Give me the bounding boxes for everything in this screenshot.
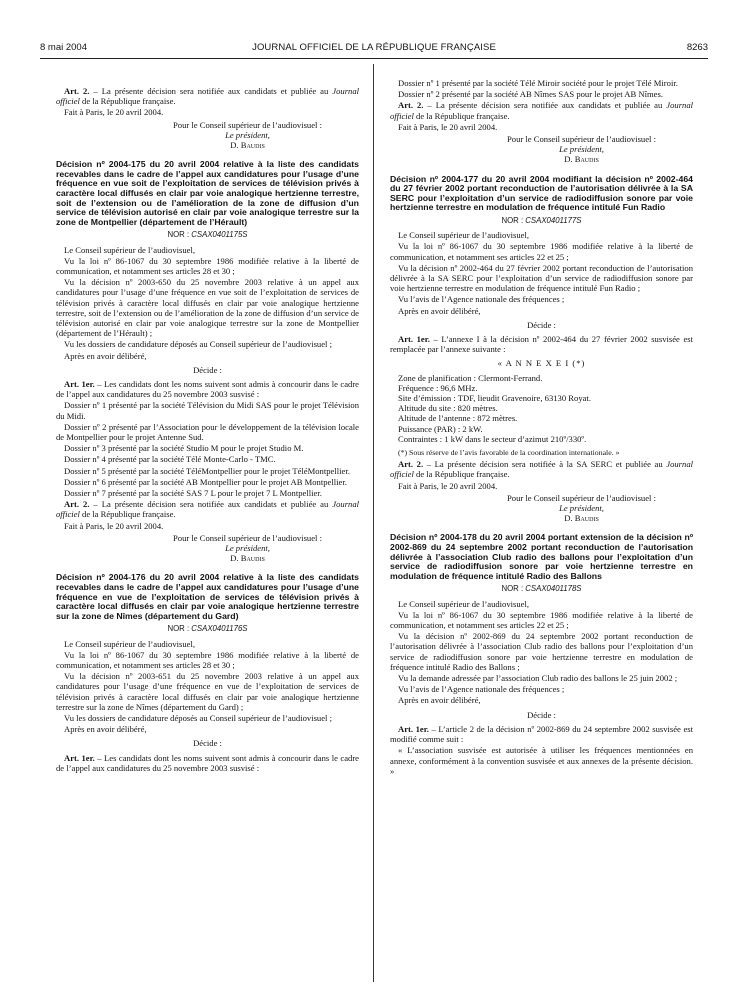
annexe-item: Puissance (PAR) : 2 kW. xyxy=(398,423,483,434)
dossier-item: Dossier nº 2 présenté par la société AB Nîmes SAS pour le projet AB Nîmes. xyxy=(398,89,663,100)
column-divider xyxy=(373,64,374,982)
decide-heading: Décide : xyxy=(193,364,222,375)
signature-president: Le président, xyxy=(225,543,270,554)
fait-line: Fait à Paris, le 20 avril 2004. xyxy=(398,480,498,491)
dossier-item: Dossier nº 3 présenté par la société Studio M pour le projet Studio M. xyxy=(64,443,304,454)
annexe-item: Zone de planification : Clermont-Ferrand. xyxy=(398,372,543,383)
annexe-item: Altitude de l’antenne : 872 mètres. xyxy=(398,413,518,424)
art1-paragraph: Art. 1er. – L’article 2 de la décision nº 2002-869 du 24 septembre 2002 susvisée est modifié comme suit : xyxy=(390,723,693,745)
vu-decision: Vu la décision nº 2003-651 du 25 novembre 2003 relative à un appel aux candidatures pour l’usage d’une fréquence en vue de l’exploitation de services de télévision privés à caractère local diffusés en clair par voie analogique hertzienne terrestre sur la zone de Nîmes (département du Gard) ; xyxy=(56,671,359,712)
annexe-note: (*) Sous réserve de l’avis favorable de la coordination internationale. » xyxy=(398,448,620,458)
signature-president: Le président, xyxy=(225,129,270,140)
annexe-item: Site d’émission : TDF, lieudit Gravenoire, 63130 Royat. xyxy=(398,393,591,404)
delibere-line: Après en avoir délibéré, xyxy=(64,724,147,735)
decision-178-title: Décision nº 2004-178 du 20 avril 2004 portant extension de la décision nº 2002-869 du 24 septembre 2002 portant reconduction de l’autorisation délivrée à l’association Club radio des ballons pour l’exploitation d’un service de radiodiffusion sonore par voie hertzienne terrestre en modulation de fréquence intitulé Radio des Ballons xyxy=(390,532,693,581)
dossier-item: Dossier nº 7 présenté par la société SAS 7 L pour le projet 7 L Montpellier. xyxy=(64,488,322,499)
page-header xyxy=(40,42,708,56)
decision-176-title: Décision nº 2004-176 du 20 avril 2004 relative à la liste des candidats recevables dans le cadre de l’appel aux candidatures pour l’usage d’une fréquence en vue de l’exploitation de services de télévision privés à caractère local diffusés en clair par voie analogique hertzienne terrestre sur la zone de Nîmes (département du Gard) xyxy=(56,572,359,621)
vu-loi: Vu la loi nº 86-1067 du 30 septembre 1986 modifiée relative à la liberté de communication, et notamment ses articles 28 et 30 ; xyxy=(56,649,359,671)
delibere-line: Après en avoir délibéré, xyxy=(398,695,481,706)
article-quote: « L’association susvisée est autorisée à utiliser les fréquences mentionnées en annexe, conformément à la convention susvisée et aux annexes de la présente décision. » xyxy=(390,745,693,776)
art1-paragraph: Art. 1er. – L’annexe I à la décision nº 2002-464 du 27 février 2002 susvisée est remplacée par l’annexe suivante : xyxy=(390,334,693,355)
decide-heading: Décide : xyxy=(193,738,222,749)
vu-anfr: Vu l’avis de l’Agence nationale des fréquences ; xyxy=(398,294,565,305)
signature-name: D. Baudis xyxy=(230,553,265,564)
annexe-title: « A N N E X E I (*) xyxy=(497,358,586,369)
decide-heading: Décide : xyxy=(527,319,556,330)
art1-paragraph: Art. 1er. – Les candidats dont les noms suivent sont admis à concourir dans le cadre de l’appel aux candidatures du 25 novembre 2003 susvisé : xyxy=(56,379,359,400)
annexe-item: Fréquence : 96,6 MHz. xyxy=(398,382,478,393)
fait-line: Fait à Paris, le 20 avril 2004. xyxy=(64,520,164,531)
signature-pour: Pour le Conseil supérieur de l’audiovisuel : xyxy=(507,492,656,503)
csa-line: Le Conseil supérieur de l’audiovisuel, xyxy=(64,244,196,255)
delibere-line: Après en avoir délibéré, xyxy=(64,350,147,361)
vu-loi: Vu la loi nº 86-1067 du 30 septembre 1986 modifiée relative à la liberté de communication, et notamment ses articles 22 et 25 ; xyxy=(390,241,693,262)
signature-name: D. Baudis xyxy=(564,513,599,524)
csa-line: Le Conseil supérieur de l’audiovisuel, xyxy=(398,598,530,609)
signature-president: Le président, xyxy=(559,503,604,514)
dossier-item: Dossier nº 2 présenté par l’Association pour le développement de la télévision locale de Montpellier pour le projet Antenne Sud. xyxy=(56,421,359,443)
signature-president: Le président, xyxy=(559,144,604,155)
decision-175-title: Décision nº 2004-175 du 20 avril 2004 relative à la liste des candidats recevables dans le cadre de l’appel aux candidatures pour l’usage d’une fréquence en vue soit de l’exploitation de services de télévision privés à caractère local diffusés en clair par voie analogique hertzienne terrestre, soit de l’extension ou de l’amélioration de la zone de diffusion d’un service de télévision autorisé en clair par voie analogique terrestre sur la zone de Montpellier (département de l’Hérault) xyxy=(56,159,359,227)
decision-176-nor: NOR : CSAX0401176S xyxy=(167,624,248,634)
right-column xyxy=(390,78,693,777)
dossier-item: Dossier nº 5 présenté par la société TéléMontpellier pour le projet TéléMontpellier. xyxy=(64,465,350,476)
decision-175-nor: NOR : CSAX0401175S xyxy=(167,230,248,240)
decision-177-nor: NOR : CSAX0401177S xyxy=(501,216,582,225)
dossier-item: Dossier nº 1 présenté par la société Télé Miroir société pour le projet Télé Miroir. xyxy=(398,78,678,88)
vu-demande: Vu la demande adressée par l’association Club radio des ballons le 25 juin 2002 ; xyxy=(398,673,678,684)
signature-pour: Pour le Conseil supérieur de l’audiovisuel : xyxy=(507,134,656,145)
csa-line: Le Conseil supérieur de l’audiovisuel, xyxy=(64,638,196,649)
fait-line: Fait à Paris, le 20 avril 2004. xyxy=(64,107,164,118)
art1-paragraph: Art. 1er. – Les candidats dont les noms suivent sont admis à concourir dans le cadre de l’appel aux candidatures du 25 novembre 2003 susvisé : xyxy=(56,752,359,773)
dossier-item: Dossier nº 4 présenté par la société Télé Monte-Carlo - TMC. xyxy=(64,454,276,465)
vu-dossiers: Vu les dossiers de candidature déposés au Conseil supérieur de l’audiovisuel ; xyxy=(64,713,332,724)
header-rule xyxy=(40,58,708,59)
decision-177-title: Décision nº 2004-177 du 20 avril 2004 modifiant la décision nº 2002-464 du 27 février 2002 portant reconduction de l’autorisation délivrée à la SA SERC pour l’exploitation d’un service de radiodiffusion sonore par voie hertzienne terrestre en modulation de fréquence intitulé Fun Radio xyxy=(390,173,693,213)
vu-decision: Vu la décision nº 2003-650 du 25 novembre 2003 relative à un appel aux candidatures pour l’usage d’une fréquence en vue soit de l’exploitation de services de télévision privés à caractère local diffusés en clair par voie analogique hertzienne terrestre, soit de l’extension ou de l’amélioration de la zone de diffusion d’un service de télévision autorisé en clair par voie analogique terrestre sur la zone de Montpellier (département de l’Hérault) ; xyxy=(56,277,359,339)
signature-pour: Pour le Conseil supérieur de l’audiovisuel : xyxy=(173,532,322,543)
fait-line: Fait à Paris, le 20 avril 2004. xyxy=(398,121,498,132)
annexe-item: Altitude du site : 820 mètres. xyxy=(398,403,498,414)
vu-decision: Vu la décision nº 2002-869 du 24 septembre 2002 portant reconduction de l’autorisation délivrée à l’association Club radio des ballons pour l’exploitation d’un service de radiodiffusion sonore par voie hertzienne terrestre en modulation de fréquence intitulé Radio des Ballons ; xyxy=(390,631,693,672)
dossier-item: Dossier nº 1 présenté par la société Télévision du Midi SAS pour le projet Télévision du Midi. xyxy=(56,400,359,421)
csa-line: Le Conseil supérieur de l’audiovisuel, xyxy=(398,230,530,241)
annexe-item: Contraintes : 1 kW dans le secteur d’azimut 210º/330º. xyxy=(398,433,587,444)
vu-dossiers: Vu les dossiers de candidature déposés au Conseil supérieur de l’audiovisuel ; xyxy=(64,339,332,350)
publication-date: 8 mai 2004 xyxy=(40,42,88,53)
vu-loi: Vu la loi nº 86-1067 du 30 septembre 1986 modifiée relative à la liberté de communication, et notamment ses articles 22 et 25 ; xyxy=(390,609,693,631)
decide-heading: Décide : xyxy=(527,709,556,720)
vu-loi: Vu la loi nº 86-1067 du 30 septembre 1986 modifiée relative à la liberté de communication, et notamment ses articles 28 et 30 ; xyxy=(56,255,359,276)
journal-title: JOURNAL OFFICIEL DE LA RÉPUBLIQUE FRANÇAISE xyxy=(252,42,496,53)
art2-paragraph: Art. 2. – La présente décision sera notifiée à la SA SERC et publiée au Journal officiel de la République française. xyxy=(390,459,693,480)
art2-paragraph: Art. 2. – La présente décision sera notifiée aux candidats et publiée au Journal officiel de la République française. xyxy=(56,86,360,107)
art2-paragraph: Art. 2. – La présente décision sera notifiée aux candidats et publiée au Journal officiel de la République française. xyxy=(56,499,360,520)
left-column xyxy=(56,86,359,774)
signature-name: D. Baudis xyxy=(230,140,265,151)
art2-paragraph: Art. 2. – La présente décision sera notifiée aux candidats et publiée au Journal officiel de la République française. xyxy=(390,100,694,121)
signature-name: D. Baudis xyxy=(564,154,599,165)
vu-decision: Vu la décision nº 2002-464 du 27 février 2002 portant reconduction de l’autorisation délivrée à la SA SERC pour l’exploitation d’un service de radiodiffusion sonore par voie hertzienne terrestre en modulation de fréquence intitulé Fun Radio ; xyxy=(390,262,693,294)
signature-pour: Pour le Conseil supérieur de l’audiovisuel : xyxy=(173,119,322,130)
dossier-item: Dossier nº 6 présenté par la société AB Montpellier pour le projet AB Montpellier. xyxy=(64,476,347,487)
vu-anfr: Vu l’avis de l’Agence nationale des fréquences ; xyxy=(398,684,565,695)
decision-178-nor: NOR : CSAX0401178S xyxy=(501,584,582,594)
delibere-line: Après en avoir délibéré, xyxy=(398,305,481,316)
page-number: 8263 xyxy=(686,42,708,53)
